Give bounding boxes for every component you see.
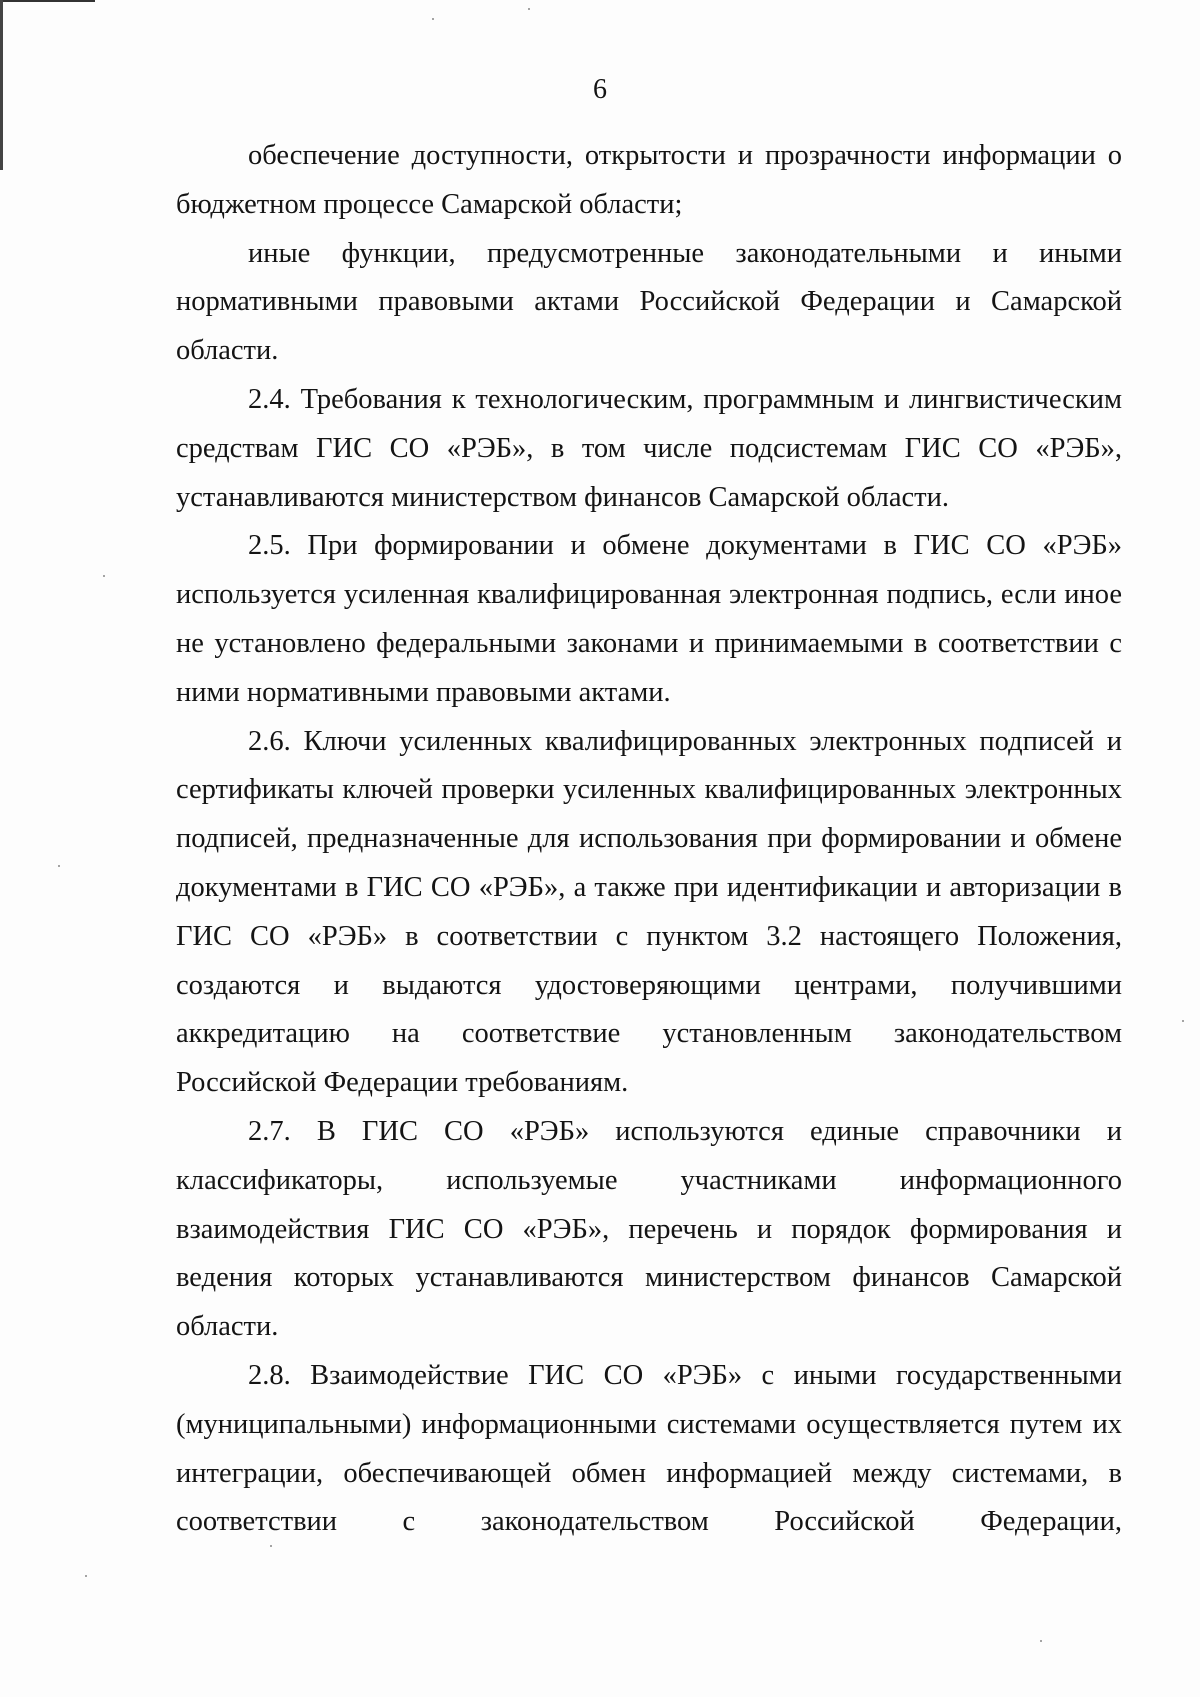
scan-speck bbox=[270, 1545, 272, 1547]
page-number: 6 bbox=[593, 74, 607, 105]
scan-speck bbox=[1040, 1640, 1042, 1642]
paragraph-2-7: 2.7. В ГИС СО «РЭБ» используются единые справочники и классификаторы, используемые участниками информационного взаимодействия ГИС СО «РЭБ», перечень и порядок формирования и ведения которых устанавливаются министерством финансов Самарской области. bbox=[176, 1115, 1122, 1343]
scan-speck bbox=[528, 8, 530, 10]
scan-speck bbox=[432, 18, 434, 20]
paragraph-2-6: 2.6. Ключи усиленных квалифицированных электронных подписей и сертификаты ключей проверки усиленных квалифицированных электронных подписей, предназначенные для использования при формировании и обмене документами в ГИС СО «РЭБ», а также при идентификации и авторизации в ГИС СО «РЭБ» в соответствии с пунктом 3.2 настоящего Положения, создаются и выдаются удостоверяющими центрами, получившими аккредитацию на соответствие установленным законодательством Российской Федерации требованиям. bbox=[176, 725, 1122, 1099]
scan-speck bbox=[1182, 1020, 1184, 1022]
paragraph-2-4: 2.4. Требования к технологическим, программным и лингвистическим средствам ГИС СО «РЭБ», в том числе подсистемам ГИС СО «РЭБ», устанавливаются министерством финансов Самарской области. bbox=[176, 383, 1122, 513]
document-body bbox=[176, 132, 1122, 1547]
paragraph-budget-transparency: обеспечение доступности, открытости и прозрачности информации о бюджетном процессе Самарской области; bbox=[176, 140, 1122, 220]
scan-speck bbox=[58, 865, 60, 867]
scan-speck bbox=[85, 1575, 87, 1577]
scan-speck bbox=[103, 575, 105, 577]
paragraph-other-functions: иные функции, предусмотренные законодательными и иными нормативными правовыми актами Российской Федерации и Самарской области. bbox=[176, 237, 1122, 367]
paragraph-2-5: 2.5. При формировании и обмене документами в ГИС СО «РЭБ» используется усиленная квалифицированная электронная подпись, если иное не установлено федеральными законами и принимаемыми в соответствии с ними нормативными правовыми актами. bbox=[176, 530, 1122, 708]
scan-corner-mark bbox=[0, 0, 95, 5]
paragraph-2-8: 2.8. Взаимодействие ГИС СО «РЭБ» с иными государственными (муниципальными) информационными системами осуществляется путем их интеграции, обеспечивающей обмен информацией между системами, в соответствии с законодательством Российской Федерации, bbox=[176, 1359, 1122, 1538]
